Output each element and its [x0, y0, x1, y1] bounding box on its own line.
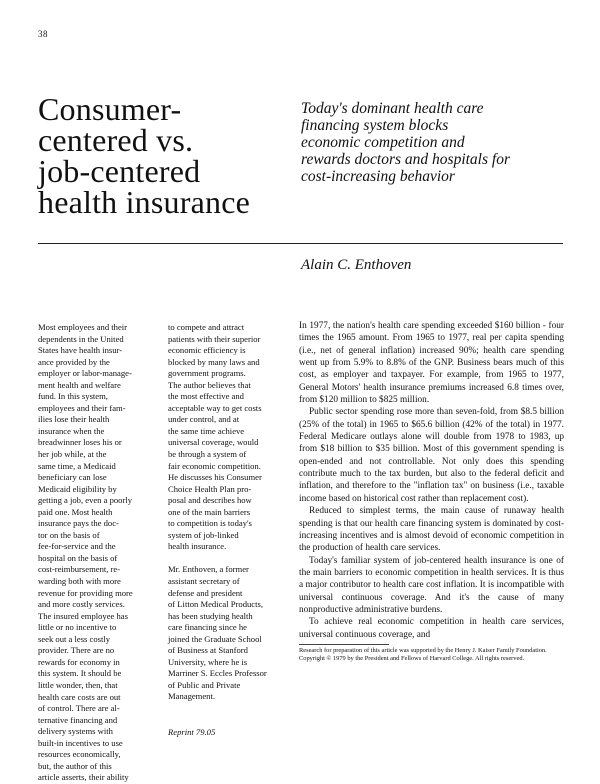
summary-line: health care costs are out — [38, 691, 121, 702]
body-paragraph: To achieve real economic competition in health care services, universal continuous coverage, and — [299, 617, 564, 640]
summary-line: fee-for-service and the — [38, 541, 116, 552]
footnote-divider — [299, 644, 389, 645]
summary-line: University, where he is — [168, 656, 248, 667]
summary-line: warding both with more — [38, 576, 121, 587]
summary-line: The insured employee has — [38, 610, 128, 621]
summary-line: ment health and welfare — [38, 379, 121, 390]
summary-line: of Public and Private — [168, 679, 241, 690]
summary-line: system of job-linked — [168, 529, 239, 540]
article-title — [38, 91, 278, 220]
summary-line: revenue for providing more — [38, 587, 133, 598]
summary-line: joined the Graduate School — [168, 633, 262, 644]
body-paragraph: Public sector spending rose more than seven-fold, from $8.5 billion (25% of the total) in 1965 to $65.6 billion (42% of the total) in 1977. Federal Medicare outlays alone will double from 1978 to 1983, up from $18 billion to $35 billion. Most of this government spending is open-ended and not controllable. Not only does this spending contribute much to the tax burden, but also to the federal deficit and inflation, and therefore to the "inflation tax" on business (i.e., taxable income based on historical cost rather than replacement cost). — [299, 407, 564, 504]
summary-line: of control. There are al- — [38, 703, 120, 714]
footnote: Research for preparation of this article was supported by the Henry J. Kaiser Family Foundation. — [299, 646, 547, 654]
summary-line: insurance when the — [38, 425, 105, 436]
summary-line: article asserts, their ability — [38, 772, 129, 783]
summary-line: of Business at Stanford — [168, 645, 248, 656]
summary-column-1 — [38, 322, 150, 784]
summary-line: employees and their fam- — [38, 402, 126, 413]
title-line: job-centered — [38, 153, 201, 189]
summary-line: hospital on the basis of — [38, 552, 118, 563]
summary-line: ance provided by the — [38, 356, 110, 367]
header-divider — [38, 243, 563, 244]
summary-line: patients with their superior — [168, 333, 261, 344]
summary-line: universal coverage, would — [168, 437, 259, 448]
summary-line: care financing since he — [168, 622, 247, 633]
summary-column-2 — [168, 322, 280, 739]
summary-line: getting a job, even a poorly — [38, 495, 133, 506]
summary-line: assistant secretary of — [168, 575, 240, 586]
summary-line: Choice Health Plan pro- — [168, 483, 252, 494]
summary-line: defense and president — [168, 587, 243, 598]
summary-line: blocked by many laws and — [168, 356, 260, 367]
page-number: 38 — [38, 29, 48, 39]
summary-line: cost-reimbursement, re- — [38, 564, 121, 575]
summary-line: and more costly services. — [38, 599, 125, 610]
summary-paragraph — [168, 322, 280, 553]
author-bio — [168, 564, 280, 703]
summary-line: resources economically, — [38, 749, 121, 760]
body-paragraph: Reduced to simplest terms, the main cause of runaway health spending is that our health care financing system is dominated by cost-increasing incentives and is almost devoid of economic competition in the production of health care services. — [299, 506, 564, 554]
title-line: centered vs. — [38, 122, 194, 158]
summary-line: acceptable way to get costs — [168, 402, 262, 413]
summary-line: one of the main barriers — [168, 506, 251, 517]
summary-line: He discusses his Consumer — [168, 472, 262, 483]
footnote: Copyright © 1979 by the President and Fellows of Harvard College. All rights reserved. — [299, 654, 525, 662]
summary-line: same time, a Medicaid — [38, 460, 116, 471]
summary-line: little or no incentive to — [38, 622, 117, 633]
summary-line: of Litton Medical Products, — [168, 599, 263, 610]
summary-line: States have health insur- — [38, 345, 123, 356]
summary-line: Marriner S. Eccles Professor — [168, 668, 267, 679]
summary-line: ternative financing and — [38, 714, 118, 725]
reprint-note: Reprint 79.05 — [168, 727, 216, 737]
subtitle-line: cost-increasing behavior — [301, 168, 455, 185]
summary-line: under control, and at — [168, 414, 240, 425]
summary-line: rewards for economy in — [38, 656, 120, 667]
summary-line: The author believes that — [168, 379, 251, 390]
summary-line: breadwinner loses his or — [38, 437, 122, 448]
summary-line: posal and describes how — [168, 495, 252, 506]
summary-line: the same time achieve — [168, 425, 245, 436]
summary-line: the most effective and — [168, 391, 244, 402]
subtitle-line: rewards doctors and hospitals for — [301, 151, 510, 168]
summary-line: employer or labor-manage- — [38, 368, 132, 379]
title-line: health insurance — [38, 184, 250, 220]
summary-line: economic efficiency is — [168, 345, 246, 356]
summary-line: beneficiary can lose — [38, 472, 107, 483]
summary-line: but, the author of this — [38, 760, 112, 771]
summary-line: Medicaid eligibility by — [38, 483, 117, 494]
summary-line: her job while, at the — [38, 449, 107, 460]
summary-line: to competition is today's — [168, 518, 252, 529]
summary-line: dependents in the United — [38, 333, 124, 344]
body-paragraph: In 1977, the nation's health care spending exceeded $160 billion - four times the 1965 amount. From 1965 to 1977, real per capita spending (i.e., net of general inflation) increased 90%; health care spending went up from 5.9% to 8.8% of the GNP. Business bears much of this cost, as employer and taxpayer. For example, from 1965 to 1977, General Motors' health insurance premiums increased 6.8 times over, from $120 million to $825 million. — [299, 321, 564, 406]
subtitle-line: financing system blocks — [301, 117, 449, 134]
summary-line: provider. There are no — [38, 645, 115, 656]
summary-line: seek out a less costly — [38, 633, 111, 644]
summary-line: fair economic competition. — [168, 460, 261, 471]
summary-line: be through a system of — [168, 449, 247, 460]
summary-line: Most employees and their — [38, 322, 128, 332]
subtitle-line: economic competition and — [301, 134, 465, 151]
title-line: Consumer- — [38, 91, 182, 127]
summary-line: ilies lose their health — [38, 414, 110, 425]
summary-line: health insurance. — [168, 541, 227, 552]
subtitle-line: Today's dominant health care — [301, 100, 484, 117]
summary-line: built-in incentives to use — [38, 737, 123, 748]
summary-line: this system. It should be — [38, 668, 122, 679]
body-paragraph: Today's familiar system of job-centered health insurance is one of the main barriers to economic competition in health services. It is thus a major contributor to health care cost inflation. It is incompatible with universal continuous coverage. And it's the cause of many nonproductive administrative burdens. — [299, 555, 564, 615]
author-name: Alain C. Enthoven — [301, 257, 412, 273]
summary-line: Mr. Enthoven, a former — [168, 564, 249, 575]
summary-line: paid one. Most health — [38, 506, 113, 517]
summary-line: insurance pays the doc- — [38, 518, 119, 529]
article-subtitle — [301, 100, 571, 185]
summary-line: government programs. — [168, 368, 246, 379]
summary-line: delivery systems with — [38, 726, 113, 737]
summary-line: little wonder, then, that — [38, 679, 118, 690]
summary-line: tor on the basis of — [38, 529, 100, 540]
summary-line: fund. In this system, — [38, 391, 108, 402]
summary-line: to compete and attract — [168, 322, 245, 332]
summary-line: has been studying health — [168, 610, 253, 621]
body-column — [299, 320, 564, 663]
summary-line: Management. — [168, 691, 216, 702]
